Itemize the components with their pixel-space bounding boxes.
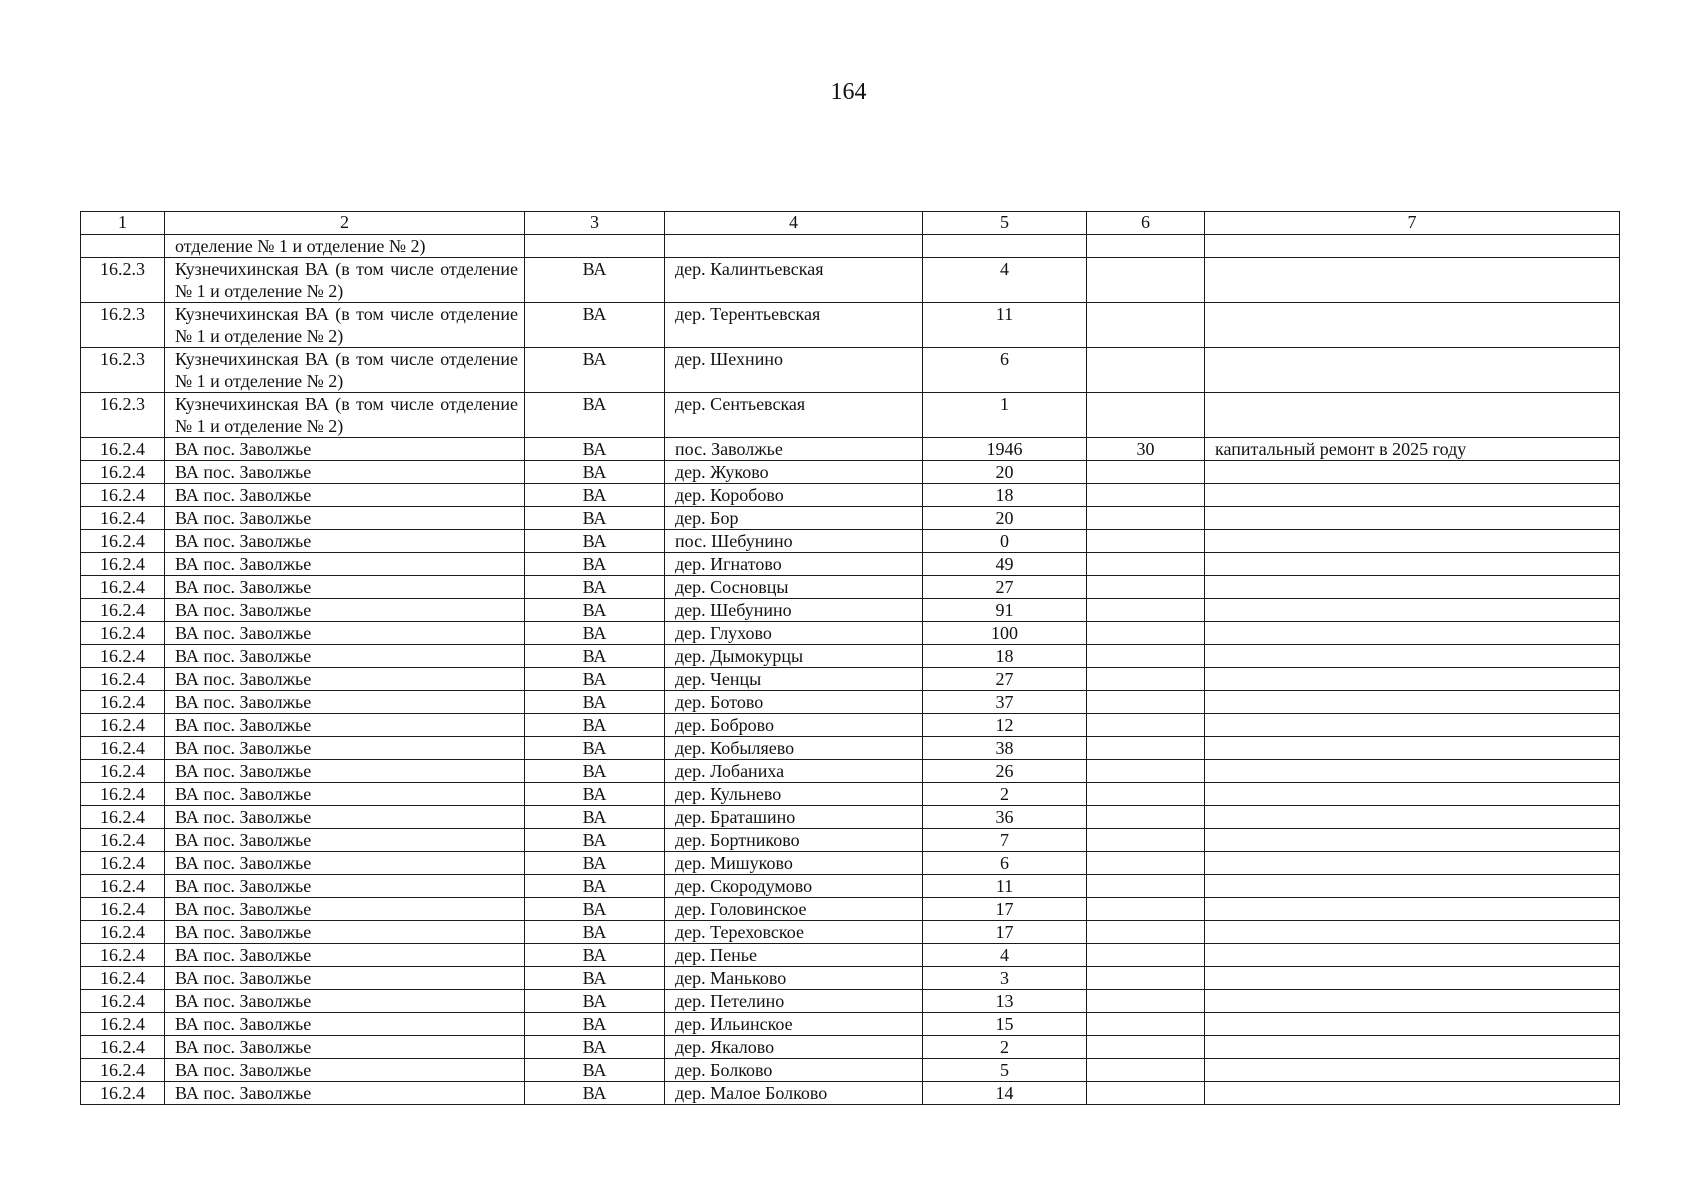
table-cell-c3: ВА [525, 530, 665, 553]
table-cell-c7 [1205, 645, 1620, 668]
table-cell-c4: дер. Маньково [665, 967, 923, 990]
table-row [81, 348, 1620, 393]
table-cell-c2: ВА пос. Заволжье [165, 806, 525, 829]
table-cell-c5: 91 [923, 599, 1087, 622]
table-cell-c3: ВА [525, 806, 665, 829]
table-cell-c7 [1205, 1082, 1620, 1105]
table-cell-c4: дер. Болково [665, 1059, 923, 1082]
table-cell-c1: 16.2.4 [81, 599, 165, 622]
table-row [81, 967, 1620, 990]
table-cell-c6 [1087, 852, 1205, 875]
table-cell-c1: 16.2.4 [81, 990, 165, 1013]
table-cell-c2: ВА пос. Заволжье [165, 783, 525, 806]
table-row [81, 484, 1620, 507]
table-cell-c5: 11 [923, 875, 1087, 898]
table-cell-c4: дер. Ботово [665, 691, 923, 714]
table-cell-c3: ВА [525, 461, 665, 484]
table-row [81, 507, 1620, 530]
table-cell-c1: 16.2.4 [81, 737, 165, 760]
table-cell-c5: 2 [923, 1036, 1087, 1059]
table-cell-c1: 16.2.4 [81, 760, 165, 783]
table-cell-c6 [1087, 507, 1205, 530]
table-row [81, 783, 1620, 806]
table-cell-c2: ВА пос. Заволжье [165, 898, 525, 921]
table-row [81, 668, 1620, 691]
table-cell-c2: ВА пос. Заволжье [165, 737, 525, 760]
column-header: 1 [81, 212, 165, 235]
table-cell-c5: 4 [923, 944, 1087, 967]
table-cell-c6 [1087, 1059, 1205, 1082]
table-cell-c7 [1205, 553, 1620, 576]
table-cell-c3: ВА [525, 967, 665, 990]
column-header: 7 [1205, 212, 1620, 235]
table-cell-c6 [1087, 393, 1205, 438]
table-cell-c7 [1205, 484, 1620, 507]
table-cell-c3: ВА [525, 1013, 665, 1036]
table-cell-c6 [1087, 967, 1205, 990]
table-cell-c2: ВА пос. Заволжье [165, 852, 525, 875]
table-cell-c6 [1087, 622, 1205, 645]
table-row [81, 461, 1620, 484]
table-cell-c5: 6 [923, 852, 1087, 875]
table-cell-c3: ВА [525, 852, 665, 875]
table-cell-c3: ВА [525, 303, 665, 348]
table-cell-c3: ВА [525, 760, 665, 783]
table-cell-c3: ВА [525, 348, 665, 393]
table-cell-c7 [1205, 875, 1620, 898]
table-cell-c7 [1205, 668, 1620, 691]
table-cell-c4: дер. Головинское [665, 898, 923, 921]
column-header: 3 [525, 212, 665, 235]
table-cell-c7 [1205, 967, 1620, 990]
table-cell-c4: дер. Бор [665, 507, 923, 530]
table-row [81, 303, 1620, 348]
table-cell-c4: дер. Сосновцы [665, 576, 923, 599]
table-cell-c7 [1205, 921, 1620, 944]
table-cell-c1: 16.2.3 [81, 258, 165, 303]
table-cell-c4: дер. Игнатово [665, 553, 923, 576]
table-cell-c2: ВА пос. Заволжье [165, 967, 525, 990]
table-cell [923, 235, 1087, 258]
table-cell-c2: ВА пос. Заволжье [165, 622, 525, 645]
table-cell-c1: 16.2.4 [81, 806, 165, 829]
table-cell-c5: 1 [923, 393, 1087, 438]
table-row [81, 714, 1620, 737]
table-row [81, 691, 1620, 714]
table-cell-c1: 16.2.4 [81, 714, 165, 737]
table-row [81, 760, 1620, 783]
table-cell-c5: 17 [923, 921, 1087, 944]
table-cell-c3: ВА [525, 668, 665, 691]
table-cell-c1: 16.2.4 [81, 553, 165, 576]
table-cell-c7 [1205, 944, 1620, 967]
table-cell-c6 [1087, 530, 1205, 553]
table-cell-c2: ВА пос. Заволжье [165, 829, 525, 852]
table-cell-c6 [1087, 875, 1205, 898]
table-cell-c3: ВА [525, 438, 665, 461]
table-row [81, 875, 1620, 898]
table-cell-c4: дер. Калинтьевская [665, 258, 923, 303]
table-row [81, 645, 1620, 668]
table-cell-c5: 3 [923, 967, 1087, 990]
table-cell-c6 [1087, 668, 1205, 691]
table-cell-c7 [1205, 258, 1620, 303]
table-cell-c6 [1087, 645, 1205, 668]
table-row [81, 1082, 1620, 1105]
table-cell-c3: ВА [525, 990, 665, 1013]
table-cell-c4: дер. Коробово [665, 484, 923, 507]
table-row [81, 806, 1620, 829]
table-cell-c1: 16.2.4 [81, 1059, 165, 1082]
column-header: 2 [165, 212, 525, 235]
table-cell-c5: 0 [923, 530, 1087, 553]
table-cell-c7 [1205, 829, 1620, 852]
table-cell-c1: 16.2.4 [81, 1036, 165, 1059]
table-cell-c6 [1087, 484, 1205, 507]
table-cell-c5: 38 [923, 737, 1087, 760]
table-cell-c2: ВА пос. Заволжье [165, 507, 525, 530]
table-cell [525, 235, 665, 258]
table-cell-c6 [1087, 553, 1205, 576]
table-cell-c7 [1205, 691, 1620, 714]
table-cell-c4: пос. Шебунино [665, 530, 923, 553]
table-cell-c6 [1087, 461, 1205, 484]
table-cell-c1: 16.2.4 [81, 1013, 165, 1036]
table-cell-c3: ВА [525, 553, 665, 576]
table-cell-c6 [1087, 944, 1205, 967]
table-cell-c1: 16.2.4 [81, 944, 165, 967]
table-cell-c5: 15 [923, 1013, 1087, 1036]
table-cell [665, 235, 923, 258]
table-cell-c3: ВА [525, 944, 665, 967]
continuation-row [81, 235, 1620, 258]
table-cell-c2: ВА пос. Заволжье [165, 599, 525, 622]
table-cell-c3: ВА [525, 1082, 665, 1105]
table-row [81, 737, 1620, 760]
table-cell-c4: дер. Скородумово [665, 875, 923, 898]
table-cell-c2: Кузнечихинская ВА (в том числе отделение № 1 и отделение № 2) [165, 393, 525, 438]
table-cell-c1: 16.2.4 [81, 783, 165, 806]
table-cell-c4: дер. Глухово [665, 622, 923, 645]
table-cell-c6 [1087, 898, 1205, 921]
table-cell-c1: 16.2.4 [81, 576, 165, 599]
table-cell-c4: дер. Сентьевская [665, 393, 923, 438]
table-cell-c3: ВА [525, 645, 665, 668]
table-cell-c7 [1205, 348, 1620, 393]
table-cell-c2: ВА пос. Заволжье [165, 990, 525, 1013]
data-table [80, 211, 1620, 1105]
table-cell-c3: ВА [525, 921, 665, 944]
table-cell-c6 [1087, 806, 1205, 829]
table-cell-c7 [1205, 783, 1620, 806]
table-cell-c4: пос. Заволжье [665, 438, 923, 461]
table-cell-c1: 16.2.3 [81, 303, 165, 348]
table-cell-c6 [1087, 783, 1205, 806]
table-cell-c2: ВА пос. Заволжье [165, 1036, 525, 1059]
table-cell-c1: 16.2.4 [81, 829, 165, 852]
table-cell-c4: дер. Шебунино [665, 599, 923, 622]
table-cell-c3: ВА [525, 1036, 665, 1059]
table-cell-c7 [1205, 714, 1620, 737]
table-row [81, 530, 1620, 553]
table-row [81, 944, 1620, 967]
table-cell-c4: дер. Шехнино [665, 348, 923, 393]
table-cell-c1: 16.2.4 [81, 438, 165, 461]
table-cell-c2: Кузнечихинская ВА (в том числе отделение № 1 и отделение № 2) [165, 348, 525, 393]
table-cell-c4: дер. Пенье [665, 944, 923, 967]
table-row [81, 829, 1620, 852]
table-cell-c2: ВА пос. Заволжье [165, 691, 525, 714]
table-cell: отделение № 1 и отделение № 2) [165, 235, 525, 258]
table-cell-c5: 20 [923, 507, 1087, 530]
table-cell-c4: дер. Малое Болково [665, 1082, 923, 1105]
table-cell-c1: 16.2.4 [81, 622, 165, 645]
table-cell-c1: 16.2.4 [81, 461, 165, 484]
table-cell-c5: 7 [923, 829, 1087, 852]
table-cell-c5: 36 [923, 806, 1087, 829]
table-cell-c6 [1087, 737, 1205, 760]
table-cell-c4: дер. Браташино [665, 806, 923, 829]
table-row [81, 438, 1620, 461]
table-cell-c3: ВА [525, 714, 665, 737]
table-cell-c2: ВА пос. Заволжье [165, 645, 525, 668]
table-cell-c6 [1087, 1036, 1205, 1059]
table-cell-c5: 17 [923, 898, 1087, 921]
table-cell-c7 [1205, 760, 1620, 783]
table-cell-c6 [1087, 921, 1205, 944]
table-cell-c5: 18 [923, 484, 1087, 507]
table-cell-c4: дер. Жуково [665, 461, 923, 484]
table-cell-c6 [1087, 348, 1205, 393]
table-cell-c3: ВА [525, 783, 665, 806]
table-cell-c3: ВА [525, 691, 665, 714]
table-row [81, 1059, 1620, 1082]
table-cell-c5: 18 [923, 645, 1087, 668]
table-cell-c2: ВА пос. Заволжье [165, 1082, 525, 1105]
table-cell-c5: 12 [923, 714, 1087, 737]
table-cell-c5: 6 [923, 348, 1087, 393]
table-cell-c6 [1087, 990, 1205, 1013]
table-cell-c5: 2 [923, 783, 1087, 806]
table-cell-c6: 30 [1087, 438, 1205, 461]
table-cell-c6 [1087, 576, 1205, 599]
table-cell-c7: капитальный ремонт в 2025 году [1205, 438, 1620, 461]
table-cell-c7 [1205, 898, 1620, 921]
table-cell-c2: ВА пос. Заволжье [165, 875, 525, 898]
table-cell-c3: ВА [525, 737, 665, 760]
table-cell-c6 [1087, 1082, 1205, 1105]
table-cell-c4: дер. Бортниково [665, 829, 923, 852]
table-cell-c6 [1087, 1013, 1205, 1036]
table-cell-c5: 5 [923, 1059, 1087, 1082]
table-cell-c2: ВА пос. Заволжье [165, 944, 525, 967]
table-row [81, 576, 1620, 599]
table-row [81, 622, 1620, 645]
table-cell-c2: ВА пос. Заволжье [165, 1059, 525, 1082]
table-cell-c5: 27 [923, 668, 1087, 691]
table-cell-c5: 49 [923, 553, 1087, 576]
table-cell-c7 [1205, 990, 1620, 1013]
table-cell-c7 [1205, 806, 1620, 829]
table-cell-c2: ВА пос. Заволжье [165, 484, 525, 507]
table-cell-c5: 4 [923, 258, 1087, 303]
table-cell-c7 [1205, 576, 1620, 599]
table-cell-c6 [1087, 829, 1205, 852]
table-cell-c1: 16.2.4 [81, 1082, 165, 1105]
page-number: 164 [830, 79, 867, 105]
table-cell-c1: 16.2.4 [81, 921, 165, 944]
table-cell-c7 [1205, 303, 1620, 348]
table-cell-c2: ВА пос. Заволжье [165, 530, 525, 553]
table-cell-c3: ВА [525, 393, 665, 438]
table-cell-c5: 26 [923, 760, 1087, 783]
table-cell-c7 [1205, 599, 1620, 622]
table-cell-c2: ВА пос. Заволжье [165, 1013, 525, 1036]
table-cell-c4: дер. Ильинское [665, 1013, 923, 1036]
table-cell [81, 235, 165, 258]
table-cell-c3: ВА [525, 576, 665, 599]
table-cell-c4: дер. Якалово [665, 1036, 923, 1059]
table-cell-c6 [1087, 303, 1205, 348]
table-body [81, 235, 1620, 1105]
table-cell-c4: дер. Кульнево [665, 783, 923, 806]
table-cell-c6 [1087, 258, 1205, 303]
table-cell-c6 [1087, 691, 1205, 714]
table-cell-c4: дер. Ченцы [665, 668, 923, 691]
table-cell-c1: 16.2.3 [81, 348, 165, 393]
table-cell-c2: ВА пос. Заволжье [165, 461, 525, 484]
table-cell-c1: 16.2.4 [81, 898, 165, 921]
table-row [81, 921, 1620, 944]
header-row [81, 212, 1620, 235]
column-header: 6 [1087, 212, 1205, 235]
table-cell [1205, 235, 1620, 258]
table-cell-c7 [1205, 1059, 1620, 1082]
table-header [81, 212, 1620, 235]
table-cell-c1: 16.2.4 [81, 852, 165, 875]
table-cell-c2: ВА пос. Заволжье [165, 760, 525, 783]
table-cell-c2: ВА пос. Заволжье [165, 668, 525, 691]
table-row [81, 990, 1620, 1013]
table-cell-c1: 16.2.4 [81, 484, 165, 507]
table-cell-c3: ВА [525, 829, 665, 852]
table-cell-c1: 16.2.4 [81, 507, 165, 530]
table-cell-c6 [1087, 714, 1205, 737]
table-row [81, 258, 1620, 303]
table-cell-c3: ВА [525, 898, 665, 921]
table-cell-c3: ВА [525, 1059, 665, 1082]
table-cell-c5: 27 [923, 576, 1087, 599]
table-cell-c4: дер. Петелино [665, 990, 923, 1013]
table-cell-c4: дер. Терентьевская [665, 303, 923, 348]
table-cell-c1: 16.2.3 [81, 393, 165, 438]
column-header: 5 [923, 212, 1087, 235]
table-cell-c7 [1205, 1036, 1620, 1059]
table-cell-c3: ВА [525, 507, 665, 530]
table-row [81, 599, 1620, 622]
table-cell-c7 [1205, 1013, 1620, 1036]
table-cell-c1: 16.2.4 [81, 967, 165, 990]
table-cell-c4: дер. Мишуково [665, 852, 923, 875]
table-cell-c1: 16.2.4 [81, 691, 165, 714]
table-cell-c7 [1205, 737, 1620, 760]
table-cell-c5: 13 [923, 990, 1087, 1013]
table-cell-c7 [1205, 852, 1620, 875]
table-cell-c3: ВА [525, 599, 665, 622]
table-row [81, 852, 1620, 875]
table-cell-c5: 20 [923, 461, 1087, 484]
table-cell-c1: 16.2.4 [81, 668, 165, 691]
table-cell-c6 [1087, 599, 1205, 622]
table-cell-c5: 14 [923, 1082, 1087, 1105]
table-cell-c7 [1205, 507, 1620, 530]
table-cell-c3: ВА [525, 875, 665, 898]
table-cell-c2: ВА пос. Заволжье [165, 576, 525, 599]
table-row [81, 393, 1620, 438]
column-header: 4 [665, 212, 923, 235]
table-cell-c2: Кузнечихинская ВА (в том числе отделение № 1 и отделение № 2) [165, 303, 525, 348]
table-cell-c3: ВА [525, 484, 665, 507]
table-cell-c2: Кузнечихинская ВА (в том числе отделение № 1 и отделение № 2) [165, 258, 525, 303]
table-cell-c2: ВА пос. Заволжье [165, 438, 525, 461]
table-cell-c4: дер. Дымокурцы [665, 645, 923, 668]
table-cell-c5: 11 [923, 303, 1087, 348]
table-cell-c4: дер. Кобыляево [665, 737, 923, 760]
table-cell-c3: ВА [525, 258, 665, 303]
table-cell-c5: 37 [923, 691, 1087, 714]
table-cell-c7 [1205, 393, 1620, 438]
table-cell-c4: дер. Тереховское [665, 921, 923, 944]
table-cell-c3: ВА [525, 622, 665, 645]
table-cell-c4: дер. Боброво [665, 714, 923, 737]
table-cell-c5: 1946 [923, 438, 1087, 461]
table-cell-c7 [1205, 622, 1620, 645]
table-row [81, 1013, 1620, 1036]
table-cell-c2: ВА пос. Заволжье [165, 553, 525, 576]
table-row [81, 1036, 1620, 1059]
table-cell-c2: ВА пос. Заволжье [165, 921, 525, 944]
table-cell-c6 [1087, 760, 1205, 783]
table-cell-c4: дер. Лобаниха [665, 760, 923, 783]
table-cell-c7 [1205, 530, 1620, 553]
table-cell-c5: 100 [923, 622, 1087, 645]
table-cell-c1: 16.2.4 [81, 875, 165, 898]
table-row [81, 898, 1620, 921]
table-cell-c7 [1205, 461, 1620, 484]
table-row [81, 553, 1620, 576]
table-cell-c1: 16.2.4 [81, 530, 165, 553]
table-cell-c1: 16.2.4 [81, 645, 165, 668]
table-cell [1087, 235, 1205, 258]
table-cell-c2: ВА пос. Заволжье [165, 714, 525, 737]
